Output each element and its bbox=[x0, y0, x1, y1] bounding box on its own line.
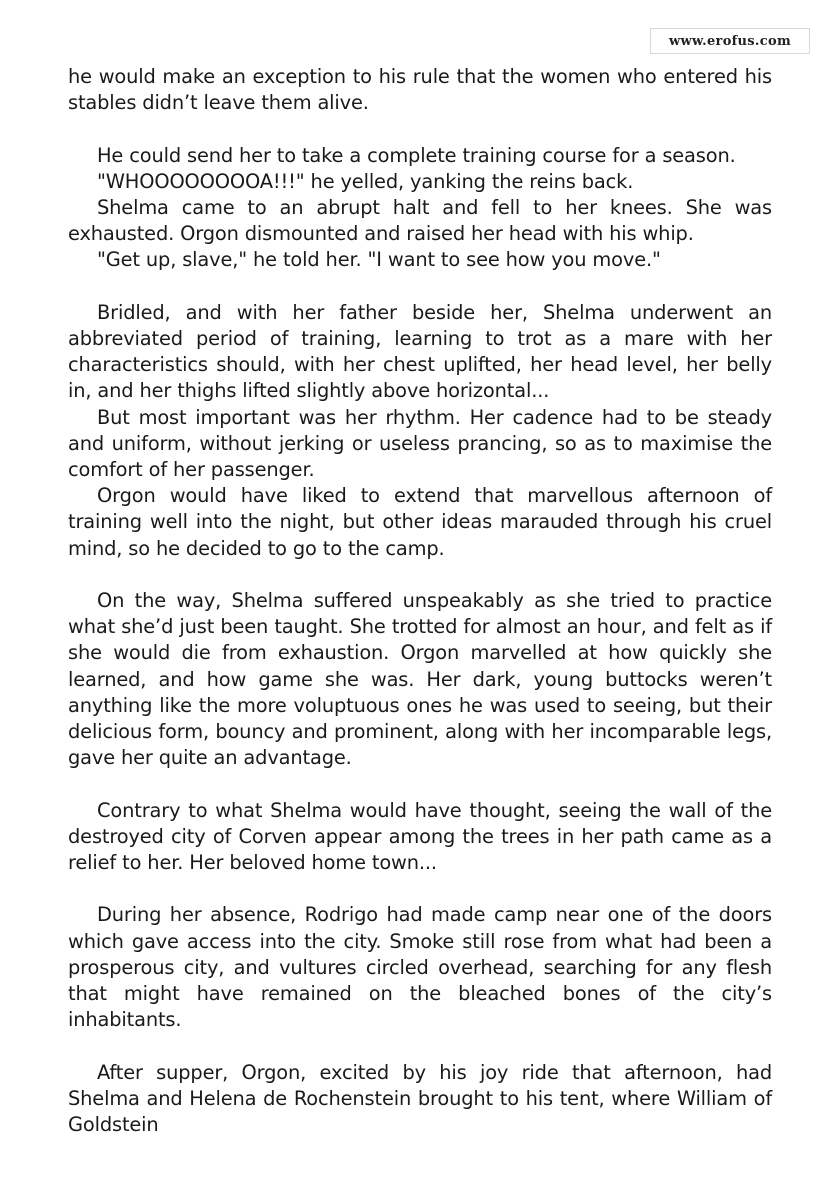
paragraph: On the way, Shelma suffered unspeakably as she tried to practice what she’d just been taught. She trotted for almost an hour, and felt as if she would die from exhaustion. Orgon marvelled at how quickly she learned, and how game she was. Her dark, young buttocks weren’t anything like the more voluptuous ones he was used to seeing, but their delicious form, bouncy and prominent, along with her incomparable legs, gave her quite an advantage. bbox=[68, 589, 772, 770]
paragraph: "Get up, slave," he told her. "I want to see how you move." bbox=[97, 248, 661, 272]
watermark-text: www.erofus.com bbox=[668, 33, 791, 49]
paragraph: Shelma came to an abrupt halt and fell to her knees. She was exhausted. Orgon dismounted and raised her head with his whip. bbox=[68, 196, 772, 246]
paragraph: But most important was her rhythm. Her cadence had to be steady and uniform, without jerking or useless prancing, so as to maximise the comfort of her passenger. bbox=[68, 405, 772, 482]
paragraph: Contrary to what Shelma would have thought, seeing the wall of the destroyed city of Corven appear among the trees in her path came as a relief to her. Her beloved home town... bbox=[68, 798, 772, 875]
paragraph: He could send her to take a complete training course for a season. bbox=[97, 143, 736, 167]
paragraph: After supper, Orgon, excited by his joy ride that afternoon, had Shelma and Helena de Rochenstein brought to his tent, where William of Goldstein bbox=[68, 1060, 772, 1137]
page-text-body bbox=[68, 64, 772, 1138]
paragraph-gap bbox=[68, 876, 772, 902]
paragraph: he would make an exception to his rule that the women who entered his stables didn’t leave them alive. bbox=[68, 65, 772, 115]
paragraph: "WHOOOOOOOOA!!!" he yelled, yanking the reins back. bbox=[97, 169, 634, 193]
paragraph-gap bbox=[68, 116, 772, 142]
paragraph-gap bbox=[68, 562, 772, 588]
paragraph-gap bbox=[68, 771, 772, 797]
paragraph: Bridled, and with her father beside her, Shelma underwent an abbreviated period of training, learning to trot as a mare with her characteristics should, with her chest uplifted, her head level, her belly in, and her thighs lifted slightly above horizontal... bbox=[68, 300, 772, 403]
paragraph: Orgon would have liked to extend that marvellous afternoon of training well into the night, but other ideas marauded through his cruel mind, so he decided to go to the camp. bbox=[68, 484, 772, 560]
paragraph-gap bbox=[68, 1033, 772, 1059]
paragraph: During her absence, Rodrigo had made camp near one of the doors which gave access into the city. Smoke still rose from what had been a prosperous city, and vultures circled overhead, searching for any flesh that might have remained on the bleached bones of the city’s inhabitants. bbox=[68, 903, 772, 1032]
watermark-badge bbox=[650, 28, 810, 54]
paragraph-gap bbox=[68, 274, 772, 300]
